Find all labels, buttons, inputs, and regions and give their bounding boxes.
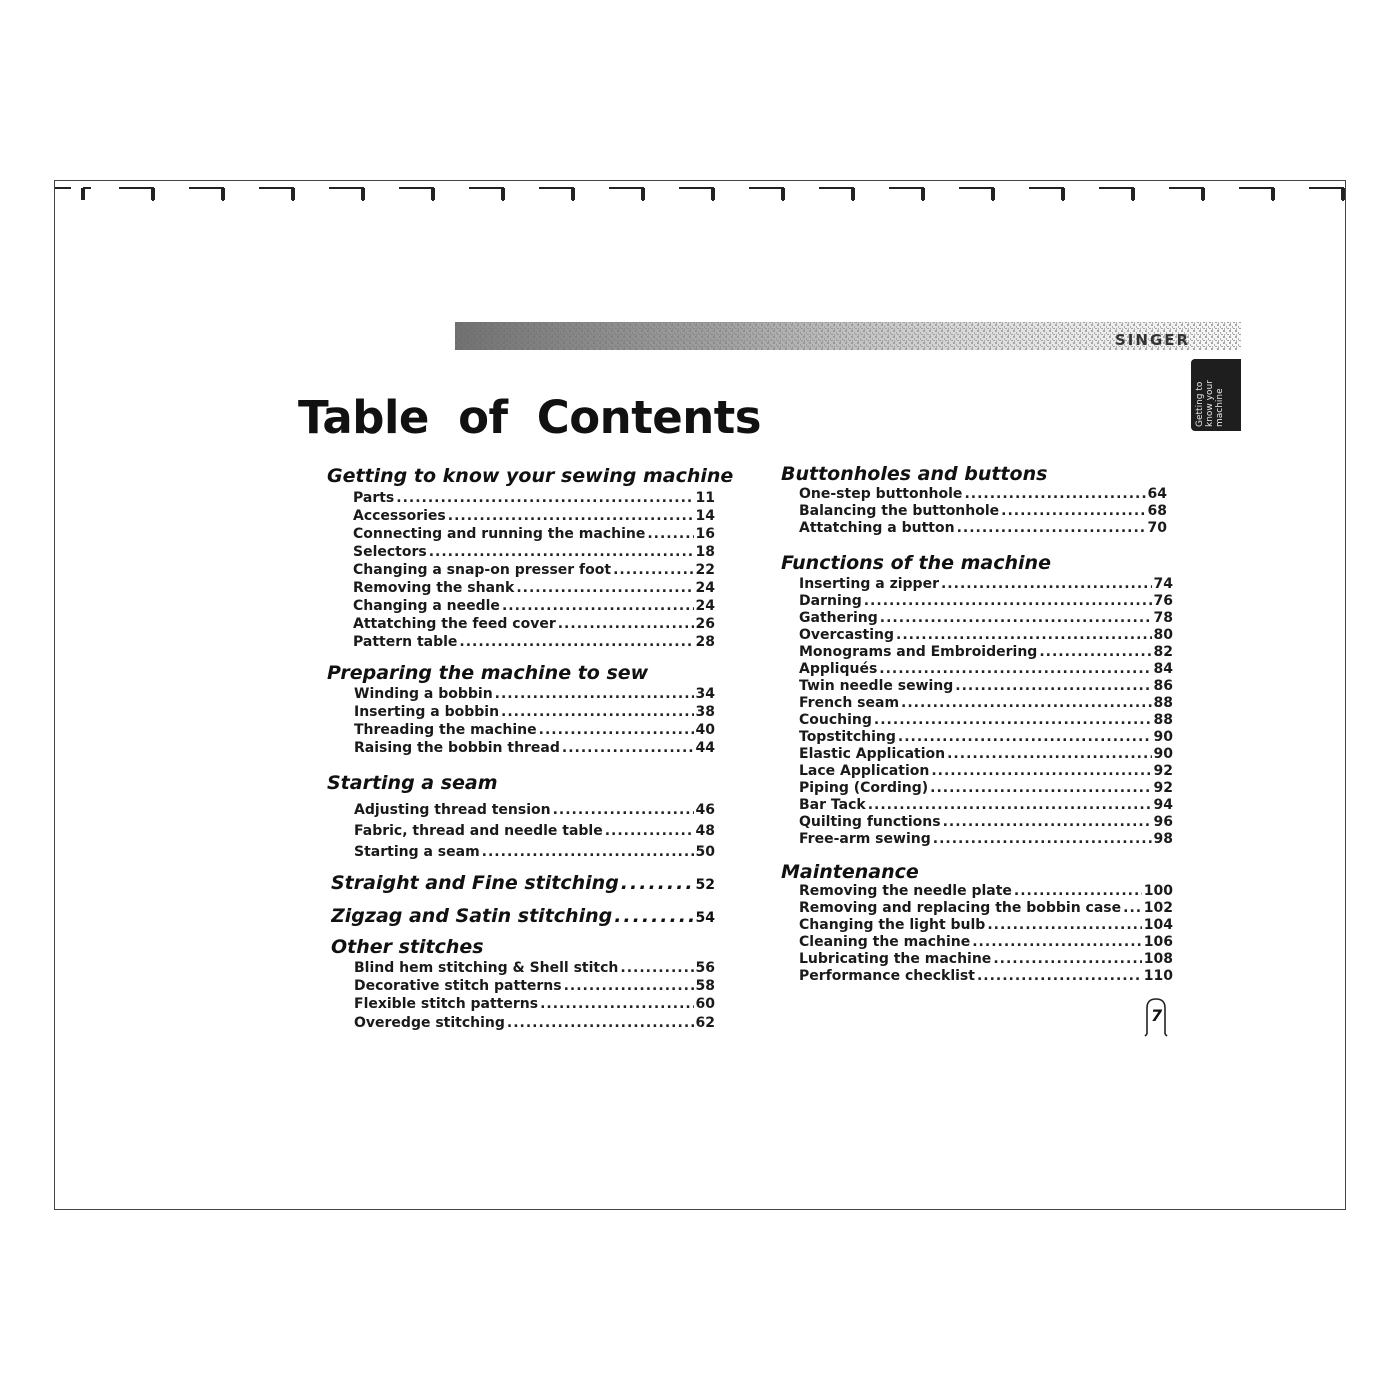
- entry-label: Blind hem stitching & Shell stitch: [354, 960, 619, 976]
- leader-dots: [516, 579, 693, 597]
- entry-label: Darning: [799, 593, 862, 609]
- leader-dots: [553, 801, 694, 819]
- leader-dots: [868, 796, 1152, 814]
- entry-label: Balancing the buttonhole: [799, 503, 1000, 519]
- entry-label: French seam: [799, 695, 900, 711]
- leader-dots: [901, 694, 1151, 712]
- entry-page: 78: [1153, 610, 1173, 626]
- toc-entry[interactable]: [799, 796, 1173, 814]
- entry-label: Topstitching: [799, 729, 896, 745]
- leader-dots: [564, 977, 694, 995]
- entry-page: 82: [1153, 644, 1173, 660]
- leader-dots: [1123, 899, 1142, 917]
- leader-dots: [605, 822, 694, 840]
- toc-entry[interactable]: [799, 967, 1173, 985]
- toc-entry[interactable]: [354, 739, 715, 757]
- leader-dots: [429, 543, 694, 561]
- section-title: Other stitches: [331, 936, 484, 958]
- entry-label: Free-arm sewing: [799, 831, 931, 847]
- entry-label: Elastic Application: [799, 746, 946, 762]
- section-title: Getting to know your sewing machine: [327, 465, 734, 487]
- entry-label: Removing the shank: [353, 580, 515, 596]
- entry-label: Changing a snap-on presser foot: [353, 562, 612, 578]
- entry-label: Zigzag and Satin stitching: [331, 905, 613, 927]
- entry-page: 16: [695, 526, 715, 542]
- entry-page: 68: [1147, 503, 1167, 519]
- toc-entry[interactable]: [353, 525, 715, 543]
- entry-label: Performance checklist: [799, 968, 975, 984]
- toc-entry[interactable]: [799, 916, 1173, 934]
- leader-dots: [941, 575, 1152, 593]
- entry-page: 54: [695, 910, 715, 926]
- leader-dots: [1014, 882, 1142, 900]
- entry-page: 86: [1153, 678, 1173, 694]
- entry-page: 56: [695, 960, 715, 976]
- leader-dots: [931, 762, 1151, 780]
- toc-entry[interactable]: [354, 843, 715, 861]
- toc-entry[interactable]: [799, 711, 1173, 729]
- side-tab-label: Getting to know your machine: [1195, 380, 1225, 427]
- section-title: Starting a seam: [327, 772, 498, 794]
- toc-entry[interactable]: [353, 489, 715, 507]
- toc-entry[interactable]: [353, 579, 715, 597]
- entry-label: Changing the light bulb: [799, 917, 986, 933]
- brand-logo: SINGER: [1115, 331, 1191, 349]
- leader-dots: [947, 745, 1151, 763]
- entry-label: Attatching the feed cover: [353, 616, 556, 632]
- leader-dots: [964, 485, 1145, 503]
- entry-page: 90: [1153, 729, 1173, 745]
- leader-dots: [507, 1014, 694, 1032]
- toc-entry[interactable]: [354, 703, 715, 721]
- toc-entry[interactable]: [799, 575, 1173, 593]
- entry-label: Changing a needle: [353, 598, 500, 614]
- entry-label: Overedge stitching: [354, 1015, 505, 1031]
- entry-page: 94: [1153, 797, 1173, 813]
- entry-label: Parts: [353, 490, 395, 506]
- leader-dots: [898, 728, 1152, 746]
- toc-entry[interactable]: [799, 762, 1173, 780]
- toc-entry[interactable]: [353, 543, 715, 561]
- entry-label: Cleaning the machine: [799, 934, 971, 950]
- entry-page: 50: [695, 844, 715, 860]
- entry-page: 98: [1153, 831, 1173, 847]
- entry-page: 11: [695, 490, 715, 506]
- entry-page: 60: [695, 996, 715, 1012]
- entry-page: 80: [1153, 627, 1173, 643]
- leader-dots: [539, 721, 694, 739]
- leader-dots: [1039, 643, 1151, 661]
- leader-dots: [972, 933, 1142, 951]
- entry-page: 76: [1153, 593, 1173, 609]
- entry-label: Straight and Fine stitching: [331, 872, 619, 894]
- section-side-tab[interactable]: [1191, 359, 1241, 431]
- toc-entry[interactable]: [354, 822, 715, 840]
- entry-label: Bar Tack: [799, 797, 866, 813]
- toc-entry[interactable]: [799, 677, 1173, 695]
- entry-label: Couching: [799, 712, 872, 728]
- section-title: Functions of the machine: [781, 552, 1051, 574]
- entry-label: Fabric, thread and needle table: [354, 823, 603, 839]
- toc-entry[interactable]: [354, 721, 715, 739]
- entry-label: Adjusting thread tension: [354, 802, 551, 818]
- leader-dots: [614, 904, 693, 928]
- entry-page: 40: [695, 722, 715, 738]
- toc-entry[interactable]: [799, 899, 1173, 917]
- toc-entry[interactable]: [799, 609, 1173, 627]
- leader-dots: [930, 779, 1151, 797]
- toc-entry[interactable]: [353, 597, 715, 615]
- leader-dots: [977, 967, 1142, 985]
- leader-dots: [987, 916, 1141, 934]
- entry-page: 74: [1153, 576, 1173, 592]
- leader-dots: [448, 507, 694, 525]
- toc-entry[interactable]: [799, 519, 1167, 537]
- entry-page: 92: [1153, 780, 1173, 796]
- entry-label: Removing the needle plate: [799, 883, 1012, 899]
- toc-entry-major[interactable]: [331, 904, 715, 928]
- entry-label: Accessories: [353, 508, 446, 524]
- leader-dots: [880, 609, 1152, 627]
- entry-label: Monograms and Embroidering: [799, 644, 1038, 660]
- entry-page: 18: [695, 544, 715, 560]
- spiral-binding: [55, 181, 1347, 205]
- entry-page: 14: [695, 508, 715, 524]
- entry-page: 100: [1143, 883, 1173, 899]
- toc-entry[interactable]: [799, 592, 1173, 610]
- section-title: Maintenance: [781, 861, 919, 883]
- toc-entry[interactable]: [354, 995, 715, 1013]
- toc-entry[interactable]: [799, 830, 1173, 848]
- entry-label: Threading the machine: [354, 722, 537, 738]
- toc-entry[interactable]: [354, 959, 715, 977]
- entry-page: 28: [695, 634, 715, 650]
- entry-label: Quilting functions: [799, 814, 941, 830]
- leader-dots: [620, 959, 693, 977]
- leader-dots: [864, 592, 1152, 610]
- page-title: Table of Contents: [298, 391, 762, 444]
- leader-dots: [613, 561, 693, 579]
- entry-label: Selectors: [353, 544, 427, 560]
- toc-entry[interactable]: [353, 633, 715, 651]
- entry-page: 22: [695, 562, 715, 578]
- entry-label: Piping (Cording): [799, 780, 929, 796]
- entry-page: 92: [1153, 763, 1173, 779]
- entry-page: 44: [695, 740, 715, 756]
- leader-dots: [933, 830, 1152, 848]
- entry-label: Pattern table: [353, 634, 458, 650]
- entry-label: Decorative stitch patterns: [354, 978, 562, 994]
- entry-page: 90: [1153, 746, 1173, 762]
- leader-dots: [955, 677, 1151, 695]
- entry-page: 34: [695, 686, 715, 702]
- entry-label: Raising the bobbin thread: [354, 740, 560, 756]
- entry-page: 48: [695, 823, 715, 839]
- toc-entry[interactable]: [353, 615, 715, 633]
- entry-label: Lace Application: [799, 763, 930, 779]
- entry-label: Attatching a button: [799, 520, 955, 536]
- entry-page: 38: [695, 704, 715, 720]
- section-title: Preparing the machine to sew: [327, 662, 649, 684]
- entry-label: Connecting and running the machine: [353, 526, 646, 542]
- entry-page: 104: [1143, 917, 1173, 933]
- entry-label: Lubricating the machine: [799, 951, 992, 967]
- leader-dots: [502, 597, 694, 615]
- entry-page: 88: [1153, 712, 1173, 728]
- entry-page: 96: [1153, 814, 1173, 830]
- section-title: Buttonholes and buttons: [781, 463, 1048, 485]
- toc-entry[interactable]: [799, 779, 1173, 797]
- page-number: 7: [1151, 1006, 1163, 1025]
- entry-page: 64: [1147, 486, 1167, 502]
- leader-dots: [621, 871, 694, 895]
- entry-page: 46: [695, 802, 715, 818]
- toc-entry[interactable]: [799, 950, 1173, 968]
- entry-page: 62: [695, 1015, 715, 1031]
- entry-page: 58: [695, 978, 715, 994]
- entry-label: Starting a seam: [354, 844, 480, 860]
- toc-entry[interactable]: [799, 882, 1173, 900]
- manual-page: [54, 180, 1346, 1210]
- toc-entry[interactable]: [353, 507, 715, 525]
- entry-page: 24: [695, 598, 715, 614]
- toc-entry[interactable]: [799, 626, 1173, 644]
- entry-label: Inserting a zipper: [799, 576, 939, 592]
- entry-page: 88: [1153, 695, 1173, 711]
- entry-label: Twin needle sewing: [799, 678, 954, 694]
- toc-entry[interactable]: [354, 685, 715, 703]
- entry-page: 70: [1147, 520, 1167, 536]
- leader-dots: [396, 489, 693, 507]
- leader-dots: [896, 626, 1152, 644]
- toc-entry[interactable]: [799, 694, 1173, 712]
- toc-entry[interactable]: [799, 643, 1173, 661]
- toc-entry[interactable]: [799, 813, 1173, 831]
- leader-dots: [1001, 502, 1145, 520]
- toc-entry[interactable]: [799, 933, 1173, 951]
- leader-dots: [540, 995, 693, 1013]
- leader-dots: [943, 813, 1152, 831]
- entry-label: Winding a bobbin: [354, 686, 493, 702]
- entry-page: 102: [1143, 900, 1173, 916]
- leader-dots: [879, 660, 1151, 678]
- leader-dots: [993, 950, 1141, 968]
- leader-dots: [874, 711, 1152, 729]
- leader-dots: [482, 843, 694, 861]
- leader-dots: [957, 519, 1146, 537]
- toc-entry[interactable]: [354, 1014, 715, 1032]
- entry-label: Appliqués: [799, 661, 878, 677]
- leader-dots: [647, 525, 693, 543]
- entry-page: 110: [1143, 968, 1173, 984]
- entry-label: Removing and replacing the bobbin case: [799, 900, 1122, 916]
- toc-entry-major[interactable]: [331, 871, 715, 895]
- toc-entry[interactable]: [354, 977, 715, 995]
- entry-page: 52: [695, 877, 715, 893]
- entry-label: Inserting a bobbin: [354, 704, 500, 720]
- entry-page: 24: [695, 580, 715, 596]
- page-number-badge: [1141, 996, 1171, 1038]
- entry-page: 106: [1143, 934, 1173, 950]
- leader-dots: [459, 633, 693, 651]
- entry-label: Overcasting: [799, 627, 894, 643]
- toc-entry[interactable]: [799, 502, 1167, 520]
- toc-entry[interactable]: [799, 485, 1167, 503]
- toc-entry[interactable]: [799, 728, 1173, 746]
- leader-dots: [562, 739, 694, 757]
- toc-entry[interactable]: [799, 745, 1173, 763]
- entry-page: 108: [1143, 951, 1173, 967]
- toc-entry[interactable]: [354, 801, 715, 819]
- toc-entry[interactable]: [799, 660, 1173, 678]
- toc-entry[interactable]: [353, 561, 715, 579]
- entry-label: Flexible stitch patterns: [354, 996, 539, 1012]
- entry-page: 84: [1153, 661, 1173, 677]
- leader-dots: [501, 703, 693, 721]
- leader-dots: [558, 615, 694, 633]
- entry-label: One-step buttonhole: [799, 486, 963, 502]
- entry-page: 26: [695, 616, 715, 632]
- leader-dots: [495, 685, 694, 703]
- entry-label: Gathering: [799, 610, 878, 626]
